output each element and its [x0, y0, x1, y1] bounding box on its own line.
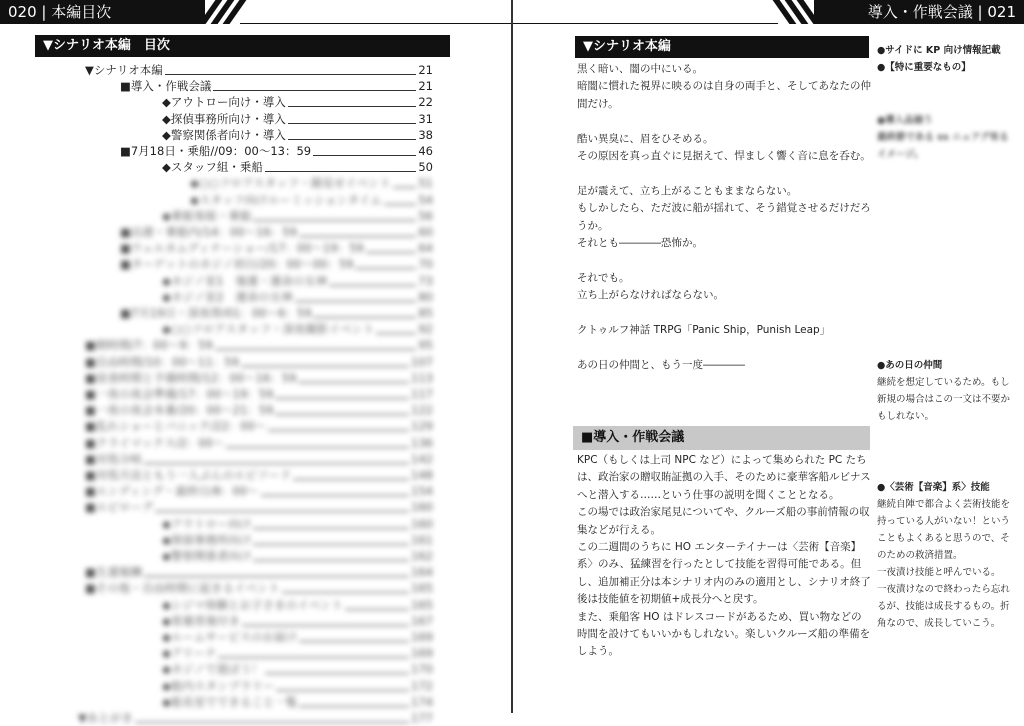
- toc-entry-page: 51: [418, 176, 433, 191]
- toc-leader-line: [298, 382, 409, 383]
- right-page-number: 021: [987, 3, 1016, 21]
- skill-note-line: 持っている人がいない！という: [877, 516, 1011, 527]
- left-page-header: [0, 0, 205, 24]
- toc-entry-label: ■乱れショーとパニック/22：00～: [85, 419, 267, 434]
- toc-entry-label: ◆乗船客組・乗船: [162, 208, 252, 223]
- toc-entry-label: ◆スタッフ向けルーミッションタイム: [190, 192, 382, 207]
- subsection-line: また、乗船客 HO はドレスコードがあるため、買い物などの: [577, 610, 862, 623]
- toc-entry: [85, 483, 433, 499]
- toc-entry-page: 92: [418, 322, 433, 337]
- toc-leader-line: [299, 236, 417, 237]
- toc-leader-line: [253, 560, 409, 561]
- intro-line: 暗闇に慣れた視界に映るのは自身の両手と、そしてあなたの仲: [577, 80, 871, 93]
- toc-leader-line: [275, 398, 409, 399]
- toc-entry-label: ◆アリーナ: [162, 646, 217, 661]
- toc-entry-label: ■導入・作戦会議: [120, 79, 212, 94]
- header-separator: |: [41, 3, 47, 21]
- toc-entry-page: 161: [411, 532, 433, 547]
- section-title: ▼シナリオ本編: [575, 36, 869, 58]
- toc-entry-page: 165: [411, 597, 433, 612]
- toc-entry-label: ■出港・乗船内/14：00～16：59: [120, 225, 297, 239]
- left-page: [0, 0, 511, 725]
- nakama-note-line: もしれない。: [877, 411, 935, 422]
- toc-entry-label: ■一夜の夜会本番/20：00～21：59: [85, 403, 274, 418]
- toc-entry-label: ■ターゲットのカジノ初日/20：00～00：59: [120, 257, 354, 272]
- toc-leader-line: [299, 641, 409, 642]
- toc-entry-label: ■対処方法ともう一人ぶんのエピソード: [85, 468, 292, 482]
- toc-leader-line: [293, 479, 409, 480]
- toc-entry: [120, 224, 433, 240]
- toc-entry: [190, 175, 433, 191]
- intro-line: それでも。: [577, 271, 630, 284]
- toc-entry-page: 122: [411, 403, 433, 418]
- intro-line: クトゥルフ神話 TRPG「Panic Ship，Punish Leap」: [577, 324, 831, 337]
- toc-entry-page: 167: [411, 613, 433, 628]
- blurred-note-line: 最終節である ss ニュアグ有る: [877, 132, 1009, 143]
- toc-entry-page: 148: [411, 468, 433, 482]
- toc-entry-label: ◆アウトロー向け: [162, 516, 252, 531]
- toc-entry: [85, 354, 433, 370]
- toc-entry-page: 162: [411, 549, 433, 563]
- toc-entry-page: 142: [411, 451, 433, 466]
- subsection-text: [577, 452, 877, 661]
- toc-leader-line: [299, 706, 409, 707]
- skill-note-line: るが、技能は成長するもの。折: [877, 601, 1010, 612]
- toc-entry-label: ◆探偵事務所向け・導入: [162, 111, 286, 126]
- toc-entry: [162, 516, 433, 532]
- nakama-note-line: 継続を想定しているため。もし: [877, 377, 1010, 388]
- toc-entry: [85, 337, 433, 353]
- left-page-title: 本編目次: [51, 3, 112, 21]
- toc-entry: [162, 289, 433, 305]
- toc-entry-page: 154: [411, 484, 433, 499]
- toc-entry-label: ◆船内スタンプラリー: [162, 678, 275, 693]
- toc-leader-line: [253, 220, 416, 221]
- intro-line: [577, 305, 877, 322]
- subsection-line: この場では政治家尾見についてや、クルーズ船の事前情報の収: [577, 506, 870, 519]
- toc-entry-label: ◆常備背後付き: [162, 613, 240, 628]
- skill-note-line: 一夜漬け技能と呼んでいる。: [877, 567, 1001, 578]
- left-page-number: 020: [8, 3, 37, 21]
- toc-entry-page: 172: [411, 678, 433, 693]
- toc-entry-page: 169: [411, 646, 433, 661]
- toc-entry: [85, 386, 433, 402]
- subsection-line: し、追加補正分は本シナリオ内のみの適用とし、シナリオ終了: [577, 575, 871, 588]
- toc-leader-line: [288, 123, 417, 124]
- legend-line: ●【特に重要なもの】: [877, 62, 971, 73]
- skill-note-line: ●〈芸術【音楽】系〉技能: [877, 482, 990, 493]
- toc-entry-label: ■その他・自由時間に起きるイベント: [85, 581, 280, 596]
- side-note-skill: [877, 479, 1022, 632]
- toc-leader-line: [268, 430, 409, 431]
- header-separator: |: [977, 3, 983, 21]
- toc-leader-line: [393, 187, 416, 188]
- toc-entry-page: 113: [411, 370, 433, 385]
- toc-leader-line: [165, 74, 417, 75]
- toc-entry-label: ■昼食時間と予備時間/12：00～16：59: [85, 370, 297, 385]
- toc-leader-line: [218, 657, 409, 658]
- toc-leader-line: [144, 463, 409, 464]
- toc-entry-page: 160: [411, 516, 433, 531]
- subsection-line: 集などが行える。: [577, 523, 661, 536]
- toc-leader-line: [313, 155, 416, 156]
- toc-entry: [85, 418, 433, 434]
- intro-text: [577, 61, 877, 374]
- intro-line: 黒く暗い、闇の中にいる。: [577, 63, 703, 75]
- toc-entry-label: ▼あとがき: [78, 711, 133, 725]
- toc-leader-line: [226, 447, 409, 448]
- subsection-line: 系〉のみ、猛練習を行ったとして技能を習得可能である。但: [577, 558, 862, 571]
- nakama-note-line: ●あの日の仲間: [877, 360, 943, 371]
- toc-entry-label: ■エンディング・最終日/8：00～: [85, 484, 259, 499]
- side-note-nakama: [877, 357, 1022, 425]
- subsection-line: は、政治家の贈収賄証拠の入手、そのために豪華客船ルビナス: [577, 471, 871, 484]
- subsection-line: 時間を設けてもいいかもしれない。楽しいクルーズ船の準備を: [577, 628, 871, 641]
- toc-entry: [190, 192, 433, 208]
- toc-entry-page: 56: [418, 208, 433, 223]
- toc-entry-page: 80: [418, 289, 433, 304]
- toc-entry-page: 60: [418, 225, 433, 239]
- toc-leader-line: [253, 544, 409, 545]
- toc-entry: [85, 402, 433, 418]
- toc-entry-page: 73: [418, 273, 433, 288]
- subsection-title: ■導入・作戦会議: [573, 426, 870, 450]
- toc-entry: [85, 435, 433, 451]
- toc-entry: [162, 613, 433, 629]
- toc-entry-label: ■7月19日・深夜帯/01：00～6：59: [120, 306, 312, 320]
- intro-line: 立ち上がらなければならない。: [577, 289, 724, 302]
- nakama-note-line: 新規の場合はこの一文は不要か: [877, 394, 1011, 405]
- toc-entry: [120, 256, 433, 272]
- skill-note-line: のための救済措置。: [877, 550, 963, 561]
- toc-leader-line: [265, 171, 417, 172]
- intro-line: 間だけ。: [577, 97, 619, 110]
- toc-entry-page: 107: [411, 354, 433, 369]
- intro-line: 足が震えて、立ち上がることもままならない。: [577, 184, 798, 197]
- toc-entry: [162, 661, 433, 677]
- toc-entry-label: ◆探偵事務所向け: [162, 532, 252, 547]
- intro-line: その原因を真っ直ぐに見据えて、悍ましく響く音に息を呑む。: [577, 150, 871, 163]
- toc-entry-label: ■対処分岐: [85, 451, 142, 466]
- toc-entry-label: ■一夜の夜会準備/17：00～19：59: [85, 387, 274, 401]
- toc-entry: [120, 143, 433, 159]
- toc-entry-page: 70: [418, 257, 433, 272]
- toc-entry-label: ◆シジマ体験とお子さまのイベント: [162, 597, 344, 612]
- toc-entry: [85, 499, 433, 515]
- skill-note-line: こともよくあると思うので、そ: [877, 533, 1010, 544]
- toc-entry: [162, 111, 433, 127]
- toc-entry-label: ◆○○フロアスタッフ・顔見せイベント: [190, 176, 391, 191]
- intro-line: [577, 165, 877, 182]
- toc-entry-page: 177: [411, 711, 433, 725]
- toc-entry-label: ◆警察関係者向け: [162, 549, 252, 563]
- toc-leader-line: [155, 511, 409, 512]
- toc-entry-label: ◆スタッフ組・乗船: [162, 160, 263, 175]
- toc-leader-line: [253, 528, 409, 529]
- toc-entry: [78, 710, 433, 726]
- toc-leader-line: [265, 673, 409, 674]
- toc-entry-page: 50: [418, 160, 433, 175]
- toc-entry-label: ◆アウトロー向け・導入: [162, 95, 286, 110]
- toc-leader-line: [215, 349, 417, 350]
- toc-entry-label: ◆○○フロアスタッフ・深夜撮影イベント: [162, 322, 375, 337]
- toc-entry: [162, 94, 433, 110]
- skill-note-line: 一夜漬けなので終わったら忘れ: [877, 584, 1010, 595]
- subsection-line: この二週間のうちに HO エンターテイナーは〈芸術【音楽】: [577, 541, 862, 554]
- toc-entry-label: ◆カジノ室2 運命の女神: [162, 289, 293, 304]
- toc-entry: [162, 273, 433, 289]
- toc-leader-line: [384, 204, 417, 205]
- side-note-legend: [877, 42, 1022, 76]
- toc-entry-page: 21: [418, 63, 433, 77]
- toc-entry: [120, 240, 433, 256]
- toc-entry-page: 95: [418, 338, 433, 353]
- toc-leader-line: [376, 333, 416, 334]
- header-stripes-decoration: [207, 0, 238, 24]
- subsection-line: KPC（もしくは上司 NPC など）によって集められた PC たち: [577, 454, 867, 466]
- toc-entry-page: 174: [411, 694, 433, 709]
- toc-leader-line: [213, 90, 416, 91]
- toc-leader-line: [276, 690, 409, 691]
- toc-entry: [85, 467, 433, 483]
- toc-entry-page: 129: [411, 419, 433, 434]
- toc-leader-line: [282, 592, 409, 593]
- toc-entry-label: ■ウェルカムディナーショー/17：00～19：59: [120, 241, 364, 256]
- toc-entry: [162, 208, 433, 224]
- toc-entry-label: ◆カジノで遊ぼう！: [162, 662, 263, 677]
- toc-leader-line: [288, 139, 417, 140]
- toc-entry-page: 117: [411, 387, 433, 401]
- toc-entry-label: ◆カジノ室1 強運・運命の女神: [162, 273, 328, 288]
- toc-entry: [85, 564, 433, 580]
- toc-section-title: ▼シナリオ本編 目次: [35, 35, 450, 57]
- toc-leader-line: [288, 106, 417, 107]
- right-page-title: 導入・作戦会議: [867, 3, 973, 21]
- toc-leader-line: [261, 495, 410, 496]
- toc-entry-page: 54: [418, 192, 433, 207]
- toc-entry-label: ■クライマックス/2：00～: [85, 435, 225, 450]
- toc-entry: [85, 62, 433, 78]
- intro-line: もしかしたら、ただ波に船が揺れて、そう錯覚させるだけだろ: [577, 202, 871, 215]
- toc-entry-page: 170: [411, 662, 433, 677]
- toc-leader-line: [355, 268, 416, 269]
- header-rule: [240, 23, 511, 24]
- toc-entry: [162, 321, 433, 337]
- intro-line: [577, 113, 877, 130]
- toc-entry-label: ■エピローグ: [85, 500, 154, 515]
- toc-entry-label: ▼シナリオ本編: [85, 63, 163, 77]
- toc-entry-label: ◆警察関係者向け・導入: [162, 127, 286, 142]
- toc-entry: [162, 645, 433, 661]
- toc-entry-label: ■朝時間/7：00～9：59: [85, 338, 213, 353]
- toc-entry-page: 165: [411, 581, 433, 596]
- blurred-note-line: イメージ。: [877, 149, 924, 160]
- header-stripes-decoration: [781, 0, 812, 24]
- right-page: [513, 0, 1024, 713]
- right-page-header: [814, 0, 1024, 24]
- toc-entry-label: ◆船長室でできること一覧: [162, 694, 298, 709]
- toc-entry: [85, 580, 433, 596]
- skill-note-line: 継続自陣で都合よく芸術技能を: [877, 499, 1011, 510]
- toc-leader-line: [313, 317, 416, 318]
- intro-line: それとも――――恐怖か。: [577, 237, 703, 250]
- blurred-note-line: ●導入品揃う: [877, 115, 933, 126]
- toc-entry: [162, 127, 433, 143]
- toc-leader-line: [329, 285, 416, 286]
- toc-entry-page: 136: [411, 435, 433, 450]
- subsection-line: しよう。: [577, 645, 619, 658]
- toc-leader-line: [135, 722, 409, 723]
- toc-entry: [162, 678, 433, 694]
- subsection-line: 後は技能値を初期値+成長分へと戻す。: [577, 593, 764, 606]
- side-note-blurred: [877, 112, 1022, 163]
- toc-entry: [120, 78, 433, 94]
- toc-entry-label: ■7月18日・乗船//09：00～13：59: [120, 144, 312, 158]
- intro-line: [577, 339, 877, 356]
- toc-entry-label: ◆ルームサービスのお届け: [162, 630, 298, 644]
- toc-entry: [162, 694, 433, 710]
- toc-entry-page: 31: [418, 111, 433, 126]
- toc-entry-label: ■生還報酬: [85, 565, 142, 580]
- toc-entry-page: 46: [418, 144, 433, 158]
- toc-leader-line: [275, 414, 409, 415]
- toc-entry: [120, 305, 433, 321]
- toc-entry: [162, 597, 433, 613]
- toc-entry-page: 164: [411, 565, 433, 580]
- toc-entry-page: 160: [411, 500, 433, 515]
- toc-leader-line: [242, 625, 409, 626]
- toc-leader-line: [295, 301, 417, 302]
- intro-line: あの日の仲間と、もう一度――――: [577, 358, 745, 371]
- intro-line: 酷い異臭に、眉をひそめる。: [577, 132, 714, 145]
- toc-entry: [162, 159, 433, 175]
- skill-note-line: 角なので、成長していこう。: [877, 618, 1001, 629]
- toc-entry: [162, 532, 433, 548]
- toc-leader-line: [144, 576, 409, 577]
- toc-entry: [162, 548, 433, 564]
- header-rule: [513, 23, 778, 24]
- toc-entry-page: 22: [418, 95, 433, 110]
- toc-leader-line: [241, 366, 409, 367]
- toc-entry: [162, 629, 433, 645]
- toc-entry-page: 169: [411, 630, 433, 644]
- toc-entry-page: 85: [418, 306, 433, 320]
- subsection-line: へと潜入する……という仕事の説明を聞くこととなる。: [577, 488, 840, 501]
- toc-leader-line: [345, 609, 409, 610]
- legend-line: ●サイドに KP 向け情報記載: [877, 45, 1001, 56]
- toc-entry: [85, 370, 433, 386]
- intro-line: [577, 252, 877, 269]
- toc-entry: [85, 451, 433, 467]
- toc-entry-label: ■自由時間/10：00～11：59: [85, 354, 239, 369]
- toc-entry-page: 38: [418, 127, 433, 142]
- toc-leader-line: [366, 252, 417, 253]
- intro-line: うか。: [577, 219, 609, 232]
- toc-entry-page: 64: [418, 241, 433, 256]
- toc-entry-page: 21: [418, 79, 433, 94]
